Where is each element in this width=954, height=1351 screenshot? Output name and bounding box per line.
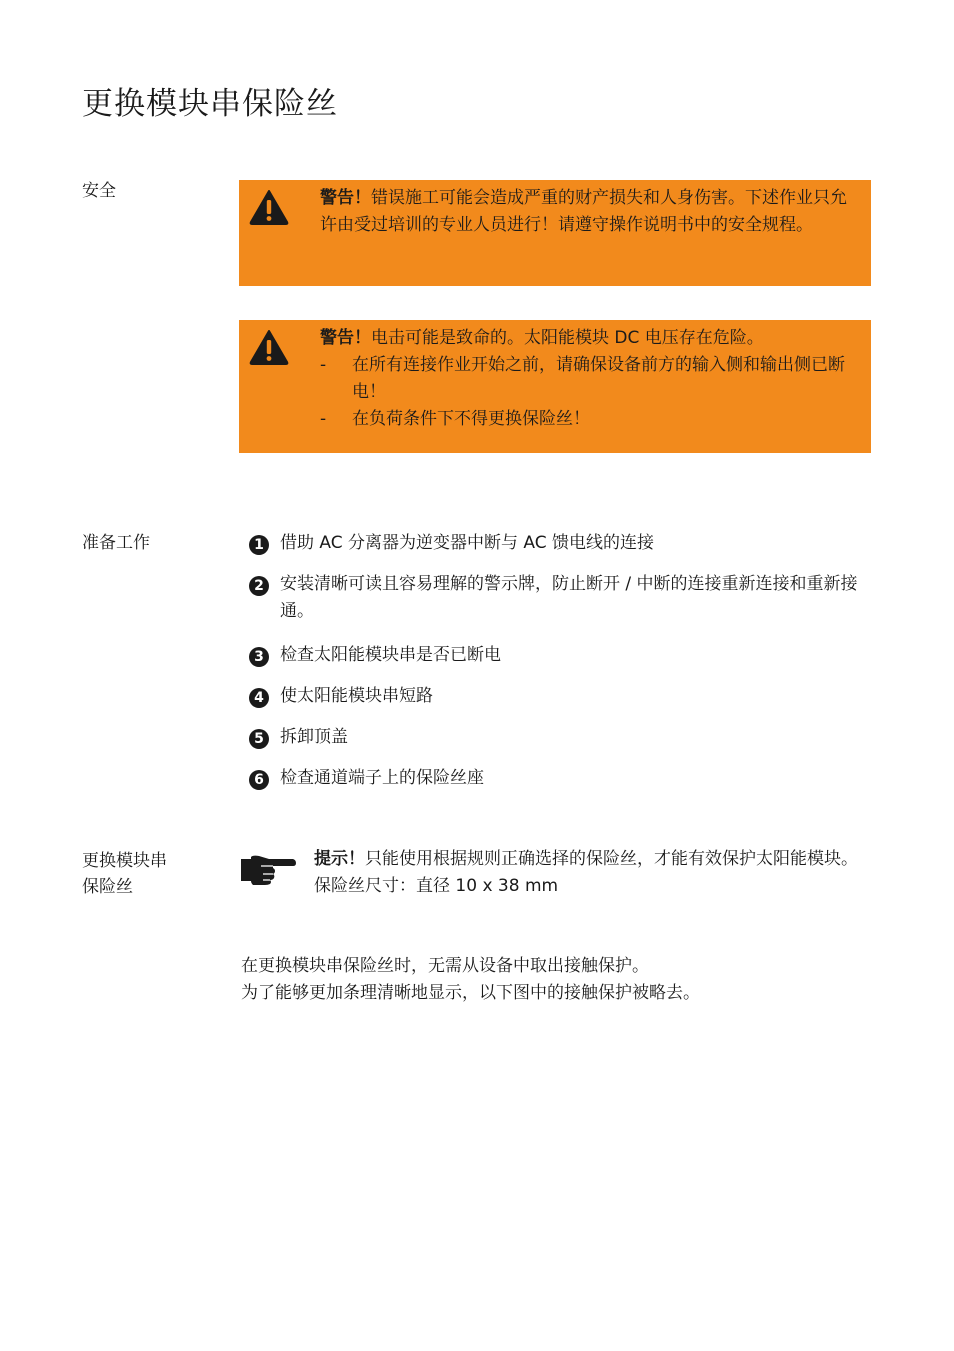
step-text: 安装清晰可读且容易理解的警示牌，防止断开 / 中断的连接重新连接和重新接通。 [280,574,858,621]
preparation-label: 准备工作 [82,533,150,553]
warning-triangle-icon [249,189,289,225]
warning-2-body: 电击可能是致命的。太阳能模块 DC 电压存在危险。 [371,328,764,348]
step-number-badge: 6 [249,770,269,790]
warning-2-bullet [320,352,861,406]
warning-box-1 [239,180,871,286]
hint-text [314,846,879,900]
step-item [249,765,874,792]
warning-2-text [320,325,861,433]
step-item [249,642,874,669]
warning-1-keyword: 警告！ [320,188,371,208]
replace-label-line: 保险丝 [82,877,133,897]
warning-2-bullet-text: 在所有连接作业开始之前，请确保设备前方的输入侧和输出侧已断电！ [352,355,845,402]
step-item [249,571,874,625]
paragraph-line: 为了能够更加条理清晰地显示，以下图中的接触保护被略去。 [241,983,700,1003]
hint-body: 只能使用根据规则正确选择的保险丝，才能有效保护太阳能模块。 [365,849,858,869]
pointing-hand-icon [239,852,297,886]
warning-1-body: 错误施工可能会造成严重的财产损失和人身伤害。下述作业只允许由受过培训的专业人员进行！请遵守操作说明书中的安全规程。 [320,188,847,235]
step-number-badge: 1 [249,535,269,555]
warning-2-lead [320,325,861,352]
hint-keyword: 提示！ [314,849,365,869]
step-number-badge: 2 [249,576,269,596]
step-item [249,724,874,751]
safety-label: 安全 [82,181,116,201]
warning-1-text [320,185,861,239]
fuse-size-text: 保险丝尺寸：直径 10 x 38 mm [314,876,559,896]
bullet-dash: - [320,355,327,375]
step-text: 检查太阳能模块串是否已断电 [280,645,501,665]
step-number-badge: 4 [249,688,269,708]
page-title: 更换模块串保险丝 [82,86,338,122]
step-item [249,683,874,710]
warning-triangle-icon [249,329,289,365]
warning-2-keyword: 警告！ [320,328,371,348]
bullet-dash: - [320,409,327,429]
paragraph-line: 在更换模块串保险丝时，无需从设备中取出接触保护。 [241,956,649,976]
warning-2-bullet-text: 在负荷条件下不得更换保险丝！ [352,409,590,429]
step-text: 借助 AC 分离器为逆变器中断与 AC 馈电线的连接 [280,533,655,553]
replace-label [82,848,167,900]
step-item [249,530,874,557]
hint-lead [314,846,879,873]
step-text: 使太阳能模块串短路 [280,686,433,706]
warning-2-bullet [320,406,861,433]
step-text: 拆卸顶盖 [280,727,348,747]
warning-box-2 [239,320,871,453]
step-text: 检查通道端子上的保险丝座 [280,768,484,788]
replace-label-line: 更换模块串 [82,851,167,871]
replace-paragraph [241,953,881,1007]
step-number-badge: 3 [249,647,269,667]
step-number-badge: 5 [249,729,269,749]
